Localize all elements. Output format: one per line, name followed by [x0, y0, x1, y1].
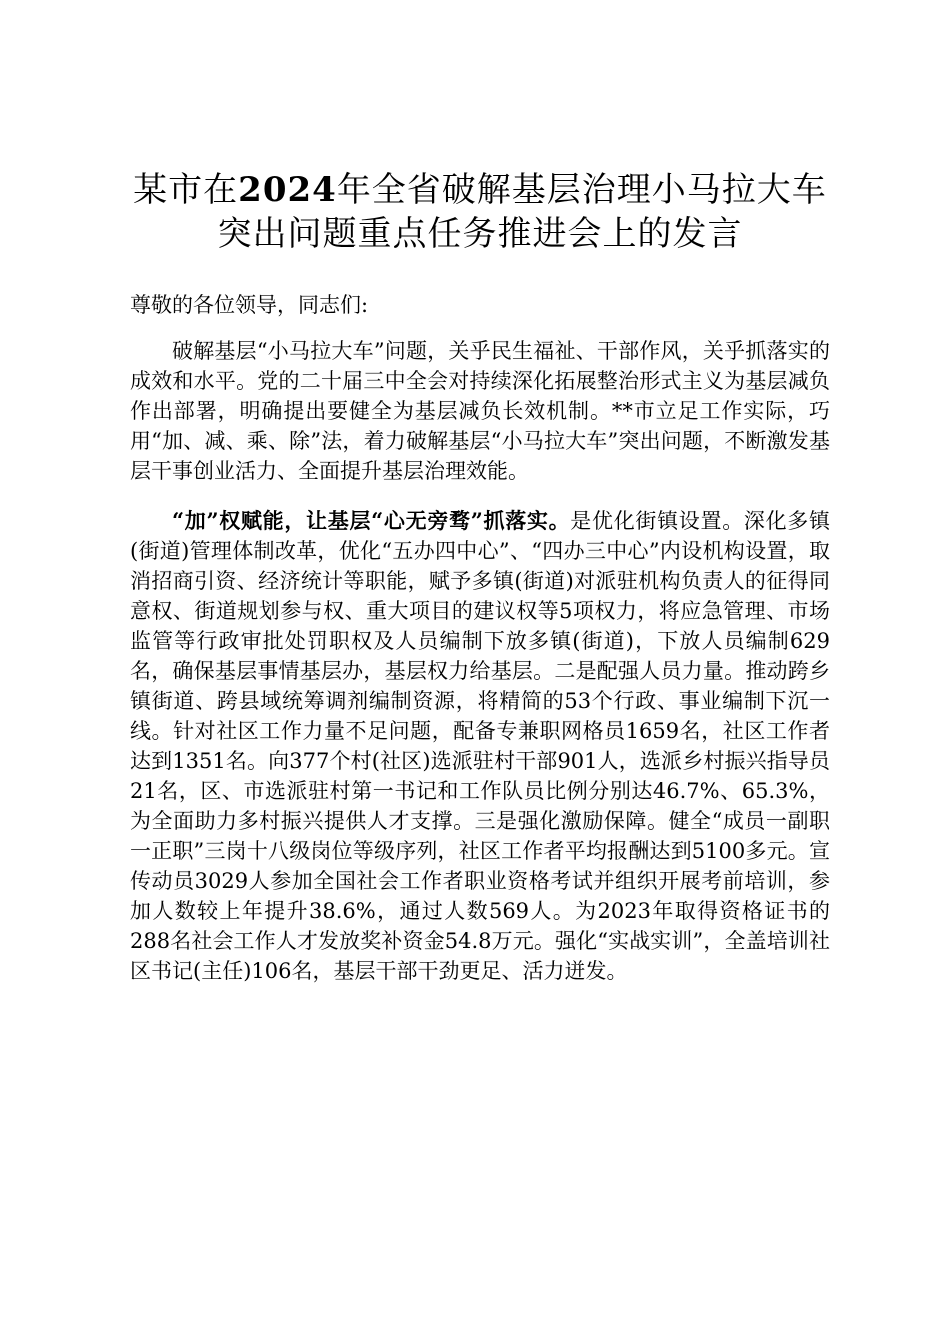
document-content — [130, 168, 830, 986]
title-line-1 — [130, 168, 830, 212]
paragraph-add-empower — [130, 506, 830, 986]
paragraph-intro — [130, 336, 830, 486]
document-title — [130, 168, 830, 256]
paragraph-intro-body: 破解基层“小马拉大车”问题，关乎民生福祉、干部作风，关乎抓落实的成效和水平。党的二十届三中全会对持续深化拓展整治形式主义为基层减负作出部署，明确提出要健全为基层减负长效机制。**市立足工作实际，巧用“加、减、乘、除”法，着力破解基层“小马拉大车”突出问题，不断激发基层干事创业活力、全面提升基层治理效能。 — [130, 339, 830, 483]
title-line-1-suffix: 年全省破解基层治理小马拉大车 — [336, 170, 827, 210]
title-line-2: 突出问题重点任务推进会上的发言 — [217, 214, 743, 254]
title-line-1-prefix: 某市在 — [133, 170, 239, 210]
salutation: 尊敬的各位领导，同志们: — [130, 293, 369, 317]
title-year: 2024 — [238, 170, 337, 210]
paragraph-add-empower-body: 是优化街镇设置。深化多镇(街道)管理体制改革，优化“五办四中心”、“四办三中心”内设机构设置，取消招商引资、经济统计等职能，赋予多镇(街道)对派驻机构负责人的征得同意权、街道规划参与权、重大项目的建议权等5项权力，将应急管理、市场监管等行政审批处罚职权及人员编制下放多镇(街道)，下放人员编制629名，确保基层事情基层办，基层权力给基层。二是配强人员力量。推动跨乡镇街道、跨县域统筹调剂编制资源，将精简的53个行政、事业编制下沉一线。针对社区工作力量不足问题，配备专兼职网格员1659名，社区工作者达到1351名。向377个村(社区)选派驻村干部901人，选派乡村振兴指导员21名，区、市选派驻村第一书记和工作队员比例分别达46.7%、65.3%，为全面助力多村振兴提供人才支撑。三是强化激励保障。健全“成员一副职一正职”三岗十八级岗位等级序列，社区工作者平均报酬达到5100多元。宣传动员3029人参加全国社会工作者职业资格考试并组织开展考前培训，参加人数较上年提升38.6%，通过人数569人。为2023年取得资格证书的288名社会工作人才发放奖补资金54.8万元。强化“实战实训”，全盖培训社区书记(主任)106名，基层干部干劲更足、活力迸发。 — [130, 509, 830, 983]
paragraph-heading: “加”权赋能，让基层“心无旁骛”抓落实。 — [172, 508, 571, 533]
